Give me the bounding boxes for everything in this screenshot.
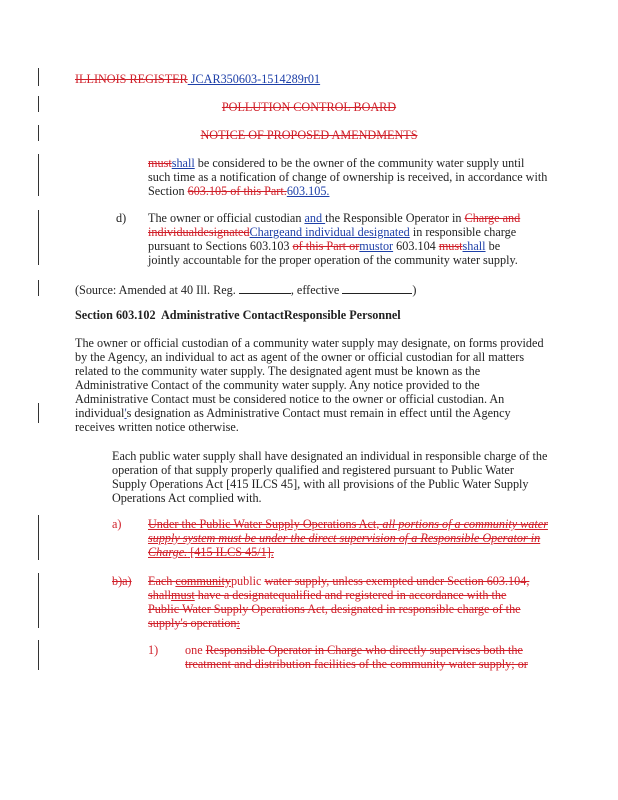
register-blank [239,282,291,294]
item-1-text [185,643,535,671]
text-run: in responsible charge pursuant to Sections 603.103 [148,225,517,253]
text-run: the Responsible Operator in [325,211,465,225]
deleted-text: Each [148,574,176,588]
change-bar [38,573,39,628]
revised-text: one [185,643,206,657]
deleted-text: : [236,616,240,630]
deleted-text: all portions of a community water supply system must be under the direct supervision of a Responsible Operator in Charge. [148,517,548,559]
notice-title [0,128,618,142]
deleted-text: have a designatequalified and registered in accordance with the Public Water Supply Operations Act, designated in responsible charge of the supply's operation [148,588,521,630]
source-note [75,282,416,297]
admin-contact-paragraph [75,336,550,434]
deleted-text: [415 ILCS 45/1]. [187,545,274,559]
inserted-text: shall [462,239,486,253]
section-title: Administrative ContactResponsible Personnel [161,308,401,322]
deleted-text: water supply, unless exempted under Section 603.104, shall [148,574,530,602]
text-run: Each public water supply shall have designated an individual in responsible charge of the operation of that supply properly qualified and registered pursuant to Public Water Supply Operations Act [415 ILCS 45], with all provisions of the Public Water Supply Operations Act complied with. [112,449,548,505]
deleted-text: must [438,239,463,253]
item-a-label: a) [112,517,122,531]
deleted-text: POLLUTION CONTROL BOARD [221,100,397,114]
section-heading [75,308,401,322]
item-a-text [148,517,548,559]
responsible-charge-paragraph [112,449,548,505]
item-b-text [148,574,538,630]
deleted-text: 603.105 of this Part. [187,184,287,198]
text-run: be considered to be the owner of the community water supply until such time as a notification of change of ownership is received, in accordance with Section [148,156,548,198]
deleted-text: community [175,574,231,588]
deleted-text: Under the Public Water Supply Operations Act, [148,517,383,531]
inserted-text: mustor [359,239,394,253]
change-bar [38,68,39,86]
change-bar [38,640,39,670]
text-run: The owner or official custodian of a community water supply may designate, on forms provided by the Agency, an individual to act as agent of the owner or official custodian for all matters related to the community water supply. The designated agent must be known as the Administrative Contact of the community water supply. Any notice provided to the Administrative Contact must be considered notice to the owner or official custodian. An individual [75,336,544,420]
continued-paragraph [148,156,548,198]
deleted-text: Responsible Operator in Charge who directly supervises both the treatment and distribution facilities of the community water supply; or [185,643,528,671]
revised-text: public [230,574,265,588]
inserted-text: JCAR350603-1514289r01 [187,72,321,86]
text-run: be jointly accountable for the proper operation of the community water supply. [148,239,518,267]
text-run: The owner or official custodian [148,211,305,225]
change-bar [38,210,39,265]
deleted-text: Charge and individualdesignated [148,211,521,239]
text-run: s designation as Administrative Contact must remain in effect until the Agency receives written notice otherwise. [75,406,511,434]
item-d-text [148,211,534,267]
item-b-label: b)a) [112,574,132,588]
section-number: Section 603.102 [75,308,156,322]
text-run: 603.104 [393,239,439,253]
inserted-text: ' [124,406,127,420]
deleted-text: must [148,156,172,170]
change-bar [38,280,39,296]
inserted-text: shall [171,156,195,170]
change-bar [38,154,39,196]
inserted-text: 603.105. [286,184,330,198]
item-d-label: d) [116,211,127,225]
inserted-text: and [304,211,326,225]
effective-blank [342,282,412,294]
inserted-text: Chargeand individual designated [249,225,410,239]
register-header [75,72,320,86]
item-1-label: 1) [148,643,159,657]
deleted-text: ILLINOIS REGISTER [75,72,188,86]
source-prefix: (Source: Amended at 40 Ill. Reg. [75,283,239,297]
deleted-text: must [171,588,195,602]
deleted-text: of this Part or [292,239,360,253]
change-bar [38,515,39,560]
source-suffix: ) [412,283,417,297]
deleted-text: NOTICE OF PROPOSED AMENDMENTS [200,128,418,142]
source-mid: , effective [290,283,343,297]
agency-title [0,100,618,114]
change-bar [38,403,39,423]
